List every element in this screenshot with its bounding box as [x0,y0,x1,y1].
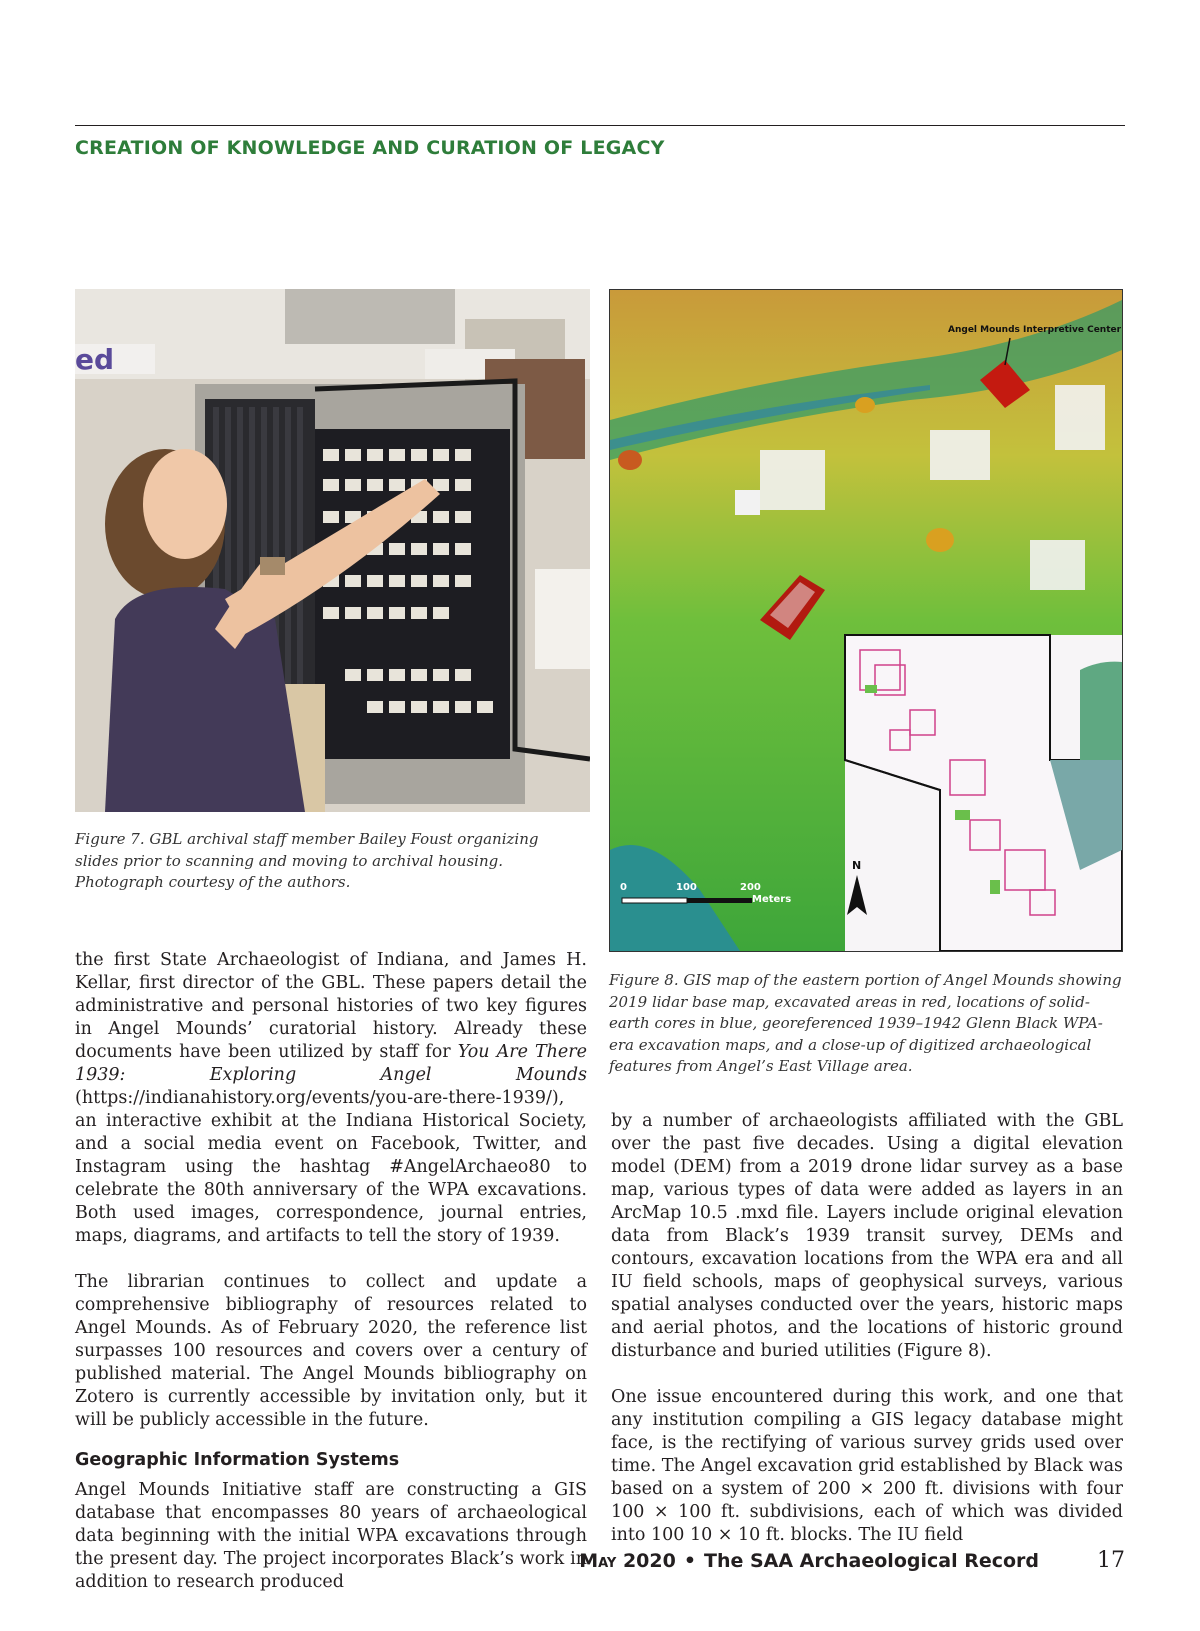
archive-photo-illustration [75,289,590,812]
scale-tick-200: 200 [740,882,761,893]
svg-text:ed: ed [75,343,115,376]
figure-7-photo [75,289,590,812]
page-footer [579,1548,1125,1573]
footer-journal: The SAA Archaeological Record [703,1550,1039,1572]
paragraph: the first State Archaeologist of Indiana, and James H. Kellar, first director of the GBL. These papers detail the administrative and personal histories of two key figures in Angel Mounds’ curatorial history. Already these documents have been utilized by staff for You Are There 1939: Exploring Angel Mounds (https://indianahistory.org/events/you-are-there-1939/), an interactive exhibit at the Indiana Historical Society, and a social media event on Facebook, Twitter, and Instagram using the hashtag #AngelArchaeo80 to celebrate the 80th anniversary of the WPA excavations. Both used images, correspondence, journal entries, maps, diagrams, and artifacts to tell the story of 1939. [75,950,587,1246]
gis-map-illustration [610,290,1122,951]
paragraph: One issue encountered during this work, and one that any institution compiling a GIS legacy database might face, is the rectifying of various survey grids used over time. The Angel excavation grid established by Black was based on a system of 200 × 200 ft. divisions with four 100 × 100 ft. subdivisions, each of which was divided into 100 10 × 10 ft. blocks. The IU field [611,1387,1123,1545]
page-number: 17 [1097,1548,1125,1573]
footer-bullet: • [683,1550,696,1572]
scale-unit-label: Meters [752,894,792,905]
footer-date: May 2020 [579,1550,676,1572]
body-column-left [75,949,587,1617]
header-rule [75,125,1125,126]
figure-8-map [609,289,1123,952]
section-title: CREATION OF KNOWLEDGE AND CURATION OF LEGACY [75,137,665,159]
figure-7-caption: Figure 7. GBL archival staff member Bailey Foust organizing slides prior to scanning and moving to archival housing. Photograph courtesy of the authors. [75,830,539,891]
subheading-gis: Geographic Information Systems [75,1450,400,1470]
exhibit-title: You Are There 1939: Exploring Angel Mounds [75,1042,587,1085]
scale-tick-100: 100 [676,882,697,893]
interpretive-center-label: Angel Mounds Interpretive Center [948,325,1122,335]
figure-8-caption: Figure 8. GIS map of the eastern portion of Angel Mounds showing 2019 lidar base map, excavated areas in red, locations of solid-earth cores in blue, georeferenced 1939–1942 Glenn Black WPA-era excavation maps, and a close-up of digitized archaeological features from Angel’s East Village area. [609,971,1122,1075]
paragraph: Angel Mounds Initiative staff are constructing a GIS database that encompasses 80 years of archaeological data beginning with the initial WPA excavations through the present day. The project incorporates Black’s work in addition to research produced [75,1480,587,1592]
scale-tick-0: 0 [620,882,627,893]
paragraph: by a number of archaeologists affiliated with the GBL over the past five decades. Using a digital elevation model (DEM) from a 2019 drone lidar survey as a base map, various types of data were added as layers in an ArcMap 10.5 .mxd file. Layers include original elevation data from Black’s 1939 transit survey, DEMs and contours, excavation locations from the WPA era and all IU field schools, maps of geophysical surveys, various spatial analyses conducted over the years, historic maps and aerial photos, and the locations of historic ground disturbance and buried utilities (Figure 8). [611,1111,1123,1361]
paragraph: The librarian continues to collect and update a comprehensive bibliography of resources related to Angel Mounds. As of February 2020, the reference list surpasses 100 resources and covers over a century of published material. The Angel Mounds bibliography on Zotero is currently accessible by invitation only, but it will be publicly accessible in the future. [75,1272,587,1430]
body-column-right [611,1110,1123,1570]
north-label: N [852,859,862,872]
